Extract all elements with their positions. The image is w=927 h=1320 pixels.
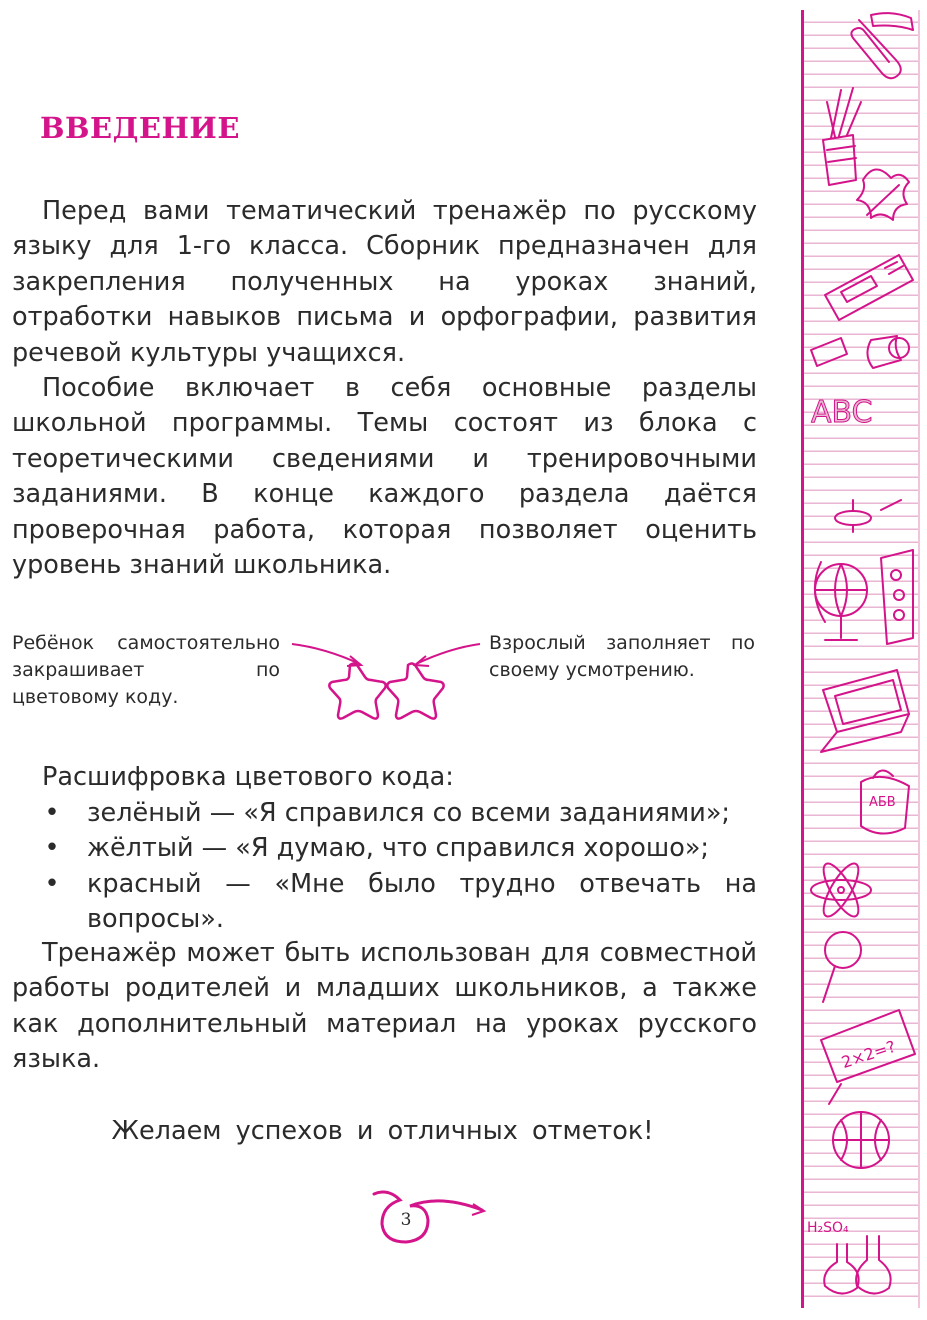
list-item (12, 796, 757, 831)
eraser-icon (811, 336, 909, 368)
chalkboard-icon (821, 1010, 915, 1104)
bullet: • (44, 798, 60, 828)
schoolbag-icon (861, 770, 909, 833)
laptop-icon (821, 670, 909, 752)
chemical-formula: H₂SO₄ (807, 1220, 849, 1236)
closing-wish: Желаем успехов и отличных отметок! (111, 1116, 654, 1146)
page-number: 3 (400, 1210, 412, 1230)
star-outline-icon (387, 664, 443, 719)
atom-icon (811, 859, 871, 921)
letters-doodle (811, 395, 873, 430)
usage-paragraph: Тренажёр может быть использован для совместной работы родителей и младших школьников, а также как дополнительный материал на уроках русского языка. (12, 938, 757, 1075)
school-doodles (801, 10, 918, 1308)
star-assessment-graphic (290, 630, 485, 725)
notebook-margin-strip (801, 10, 920, 1308)
color-code-yellow: жёлтый — «Я думаю, что справился хорошо»; (87, 833, 710, 864)
color-code-green: зелёный — «Я справился со всеми заданиями»; (87, 798, 731, 828)
page-number-ornament (370, 1180, 490, 1254)
flask-icon (807, 1220, 891, 1294)
spinner-icon (835, 500, 901, 532)
list-item (12, 831, 757, 866)
globe-icon (815, 562, 867, 640)
page-title: ВВЕДЕНИЕ (40, 111, 240, 145)
note-child-colors: Ребёнок самостоятельно закрашивает по цветовому коду. (12, 632, 280, 708)
leaf-icon (857, 169, 909, 220)
margin-line (801, 10, 804, 1308)
arrow-icon (415, 644, 480, 666)
intro-paragraph-2: Пособие включает в себя основные разделы школьной программы. Темы состоят из блока с теоретическими сведениями и тренировочными заданиями. В конце каждого раздела даётся проверочная работа, которая позволяет оценить уровень знаний школьника. (12, 373, 757, 581)
list-item (12, 867, 757, 938)
color-code-list (12, 796, 757, 938)
bullet: • (44, 868, 60, 899)
basketball-icon (833, 1112, 889, 1168)
magnifier-icon (823, 932, 861, 1002)
star-outline-icon (329, 664, 385, 719)
note-adult-fills: Взрослый заполняет по своему усмотрению. (489, 632, 755, 681)
chalkboard-math: 2×2=? (839, 1036, 898, 1073)
bullet: • (44, 833, 60, 864)
pencil-cup-icon (823, 88, 861, 185)
letters-abc: ABC (811, 395, 873, 430)
color-code-heading: Расшифровка цветового кода: (42, 762, 454, 792)
arrow-icon (292, 644, 361, 666)
paint-palette-icon (881, 550, 913, 644)
pencil-case-icon (825, 255, 913, 320)
intro-paragraph-1: Перед вами тематический тренажёр по русскому языку для 1-го класса. Сборник предназначен для закрепления полученных на уроках знаний, отработки навыков письма и орфографии, развития речевой культуры учащихся. (12, 196, 757, 368)
paperclip-icon (851, 13, 913, 78)
swirl-arrow-icon (370, 1180, 490, 1250)
schoolbag-letters: AБВ (869, 795, 896, 810)
color-code-red: красный — «Мне было трудно отвечать на вопросы». (87, 868, 757, 935)
